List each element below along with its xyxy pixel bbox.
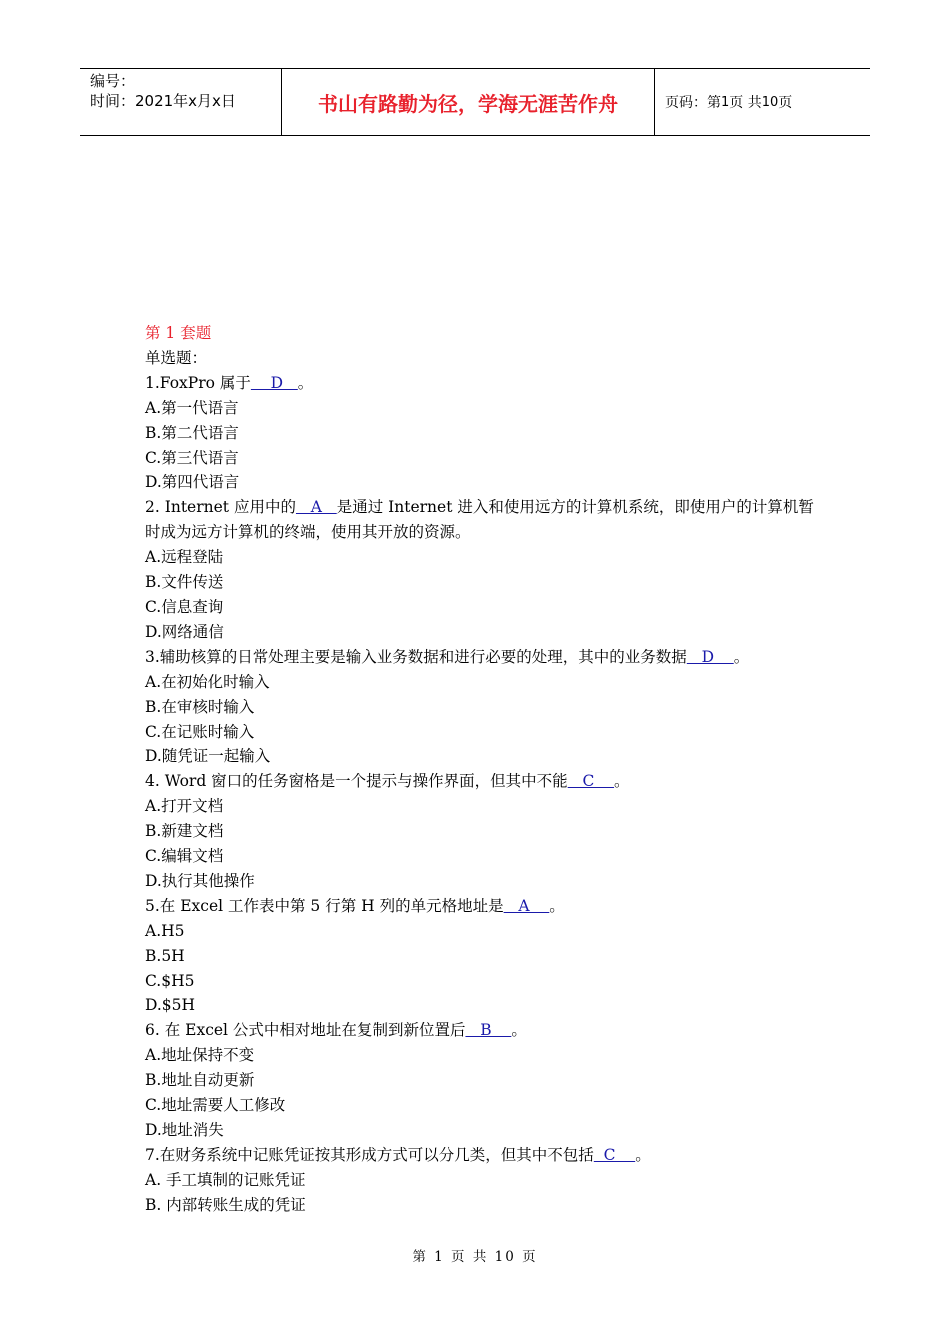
header-meta: [80, 69, 281, 135]
page-label-suffix: 页: [778, 95, 793, 111]
question-2: [145, 495, 815, 545]
page-label-prefix: 页码：第: [665, 95, 721, 111]
question-text: 1.FoxPro 属于: [145, 373, 251, 392]
option: A.H5: [145, 921, 185, 940]
question-text-end: 。: [733, 647, 750, 666]
option: D.网络通信: [145, 622, 224, 641]
option: A.在初始化时输入: [145, 672, 270, 691]
question-4: [145, 769, 815, 794]
section-heading: 单选题：: [145, 348, 208, 367]
page-current: 1: [721, 94, 730, 110]
option: D.随凭证一起输入: [145, 747, 271, 766]
set-title: 第 1 套题: [145, 324, 212, 342]
question-text-end: 。: [614, 772, 630, 791]
question-text: 4. Word 窗口的任务窗格是一个提示与操作界面，但其中不能: [145, 772, 568, 791]
question-text: 5.在 Excel 工作表中第 5 行第 H 列的单元格地址是: [145, 896, 504, 915]
question-text: 3.辅助核算的日常处理主要是输入业务数据和进行必要的处理，其中的业务数据: [145, 647, 687, 666]
option: C.编辑文档: [145, 847, 224, 866]
question-text-end: 。: [297, 373, 314, 392]
option: D.地址消失: [145, 1121, 224, 1139]
page-header: [80, 68, 870, 136]
option: C.在记账时输入: [145, 722, 255, 741]
option: D.执行其他操作: [145, 871, 255, 890]
answer-blank: A: [503, 896, 550, 915]
question-7: [145, 1143, 815, 1168]
option: C.地址需要人工修改: [145, 1096, 286, 1115]
option: C.信息查询: [145, 597, 224, 616]
question-text-end: 。: [549, 896, 565, 915]
question-text: 6. 在 Excel 公式中相对地址在复制到新位置后: [145, 1021, 466, 1040]
page-label-mid: 页 共: [729, 95, 762, 111]
question-text-end: 是通过 Internet 进入和使用远方的计算机系统，即使用户的计算机暂时成为远方计算机的终端，使用其开放的资源。: [145, 498, 814, 542]
document-body: [145, 321, 815, 1218]
option: A.第一代语言: [145, 398, 239, 417]
option: B.新建文档: [145, 822, 224, 841]
page-total: 10: [761, 94, 779, 110]
option: B.在审核时输入: [145, 697, 255, 716]
answer-blank: D: [686, 647, 734, 666]
header-motto: 书山有路勤为径，学海无涯苦作舟: [281, 69, 655, 135]
answer-blank: C: [567, 772, 615, 791]
option: B.第二代语言: [145, 423, 239, 442]
option: B.5H: [145, 946, 185, 965]
question-text-end: 。: [635, 1145, 651, 1164]
answer-blank: B: [465, 1021, 512, 1040]
question-text: 7.在财务系统中记账凭证按其形成方式可以分几类，但其中不包括: [145, 1145, 594, 1164]
option: A. 手工填制的记账凭证: [145, 1170, 306, 1189]
option: B. 内部转账生成的凭证: [145, 1195, 306, 1214]
option: A.远程登陆: [145, 548, 224, 567]
option: C.第三代语言: [145, 448, 239, 467]
serial-label: 编号：: [90, 72, 136, 90]
time-label: 时间：2021年x月x日: [90, 92, 236, 110]
option: B.文件传送: [145, 573, 224, 592]
page-footer: 第 1 页 共 10 页: [412, 1249, 538, 1265]
header-page-info: [655, 69, 870, 135]
option: D.第四代语言: [145, 473, 240, 492]
option: C.$H5: [145, 971, 195, 990]
option: B.地址自动更新: [145, 1071, 255, 1090]
answer-blank: A: [295, 498, 337, 517]
question-text: 2. Internet 应用中的: [145, 498, 296, 517]
question-text-end: 。: [511, 1021, 527, 1040]
question-6: [145, 1018, 815, 1043]
answer-blank: C: [593, 1145, 636, 1164]
question-3: [145, 645, 815, 670]
question-5: [145, 894, 815, 919]
question-1: [145, 371, 815, 396]
option: D.$5H: [145, 996, 196, 1015]
option: A.打开文档: [145, 797, 224, 816]
option: A.地址保持不变: [145, 1046, 255, 1065]
answer-blank: D: [250, 373, 298, 392]
